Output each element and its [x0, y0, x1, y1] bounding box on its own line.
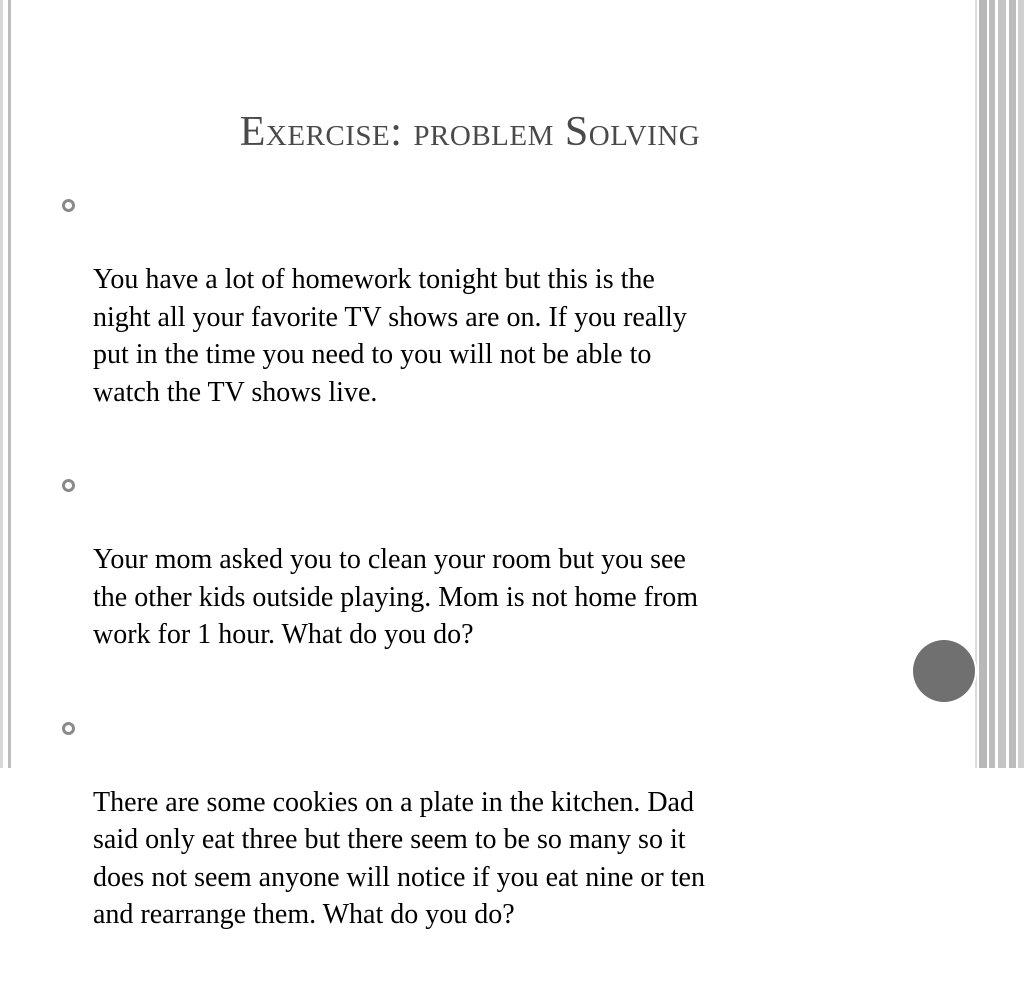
- bullet-item: [62, 709, 882, 934]
- bullet-item: [62, 466, 882, 654]
- left-border-decoration: [0, 0, 11, 768]
- circle-bullet-icon: [62, 199, 75, 212]
- right-border-decoration: [975, 0, 1024, 768]
- bullet-text: There are some cookies on a plate in the kitchen. Dad said only eat three but there seem to be so many so it does not seem anyone will notice if you eat nine or ten and rearrange them. What do you do?: [93, 786, 705, 930]
- circle-bullet-icon: [62, 722, 75, 735]
- decorative-circle: [913, 640, 975, 702]
- circle-bullet-icon: [62, 479, 75, 492]
- bullet-text: Your mom asked you to clean your room but you see the other kids outside playing. Mom is not home from work for 1 hour. What do you do?: [93, 544, 699, 650]
- slide-title: Exercise: problem Solving: [239, 109, 701, 155]
- bullet-list: [62, 186, 882, 989]
- bullet-text: You have a lot of homework tonight but this is the night all your favorite TV shows are on. If you really put in the time you need to you will not be able to watch the TV shows live.: [93, 264, 687, 408]
- bullet-item: [62, 186, 882, 411]
